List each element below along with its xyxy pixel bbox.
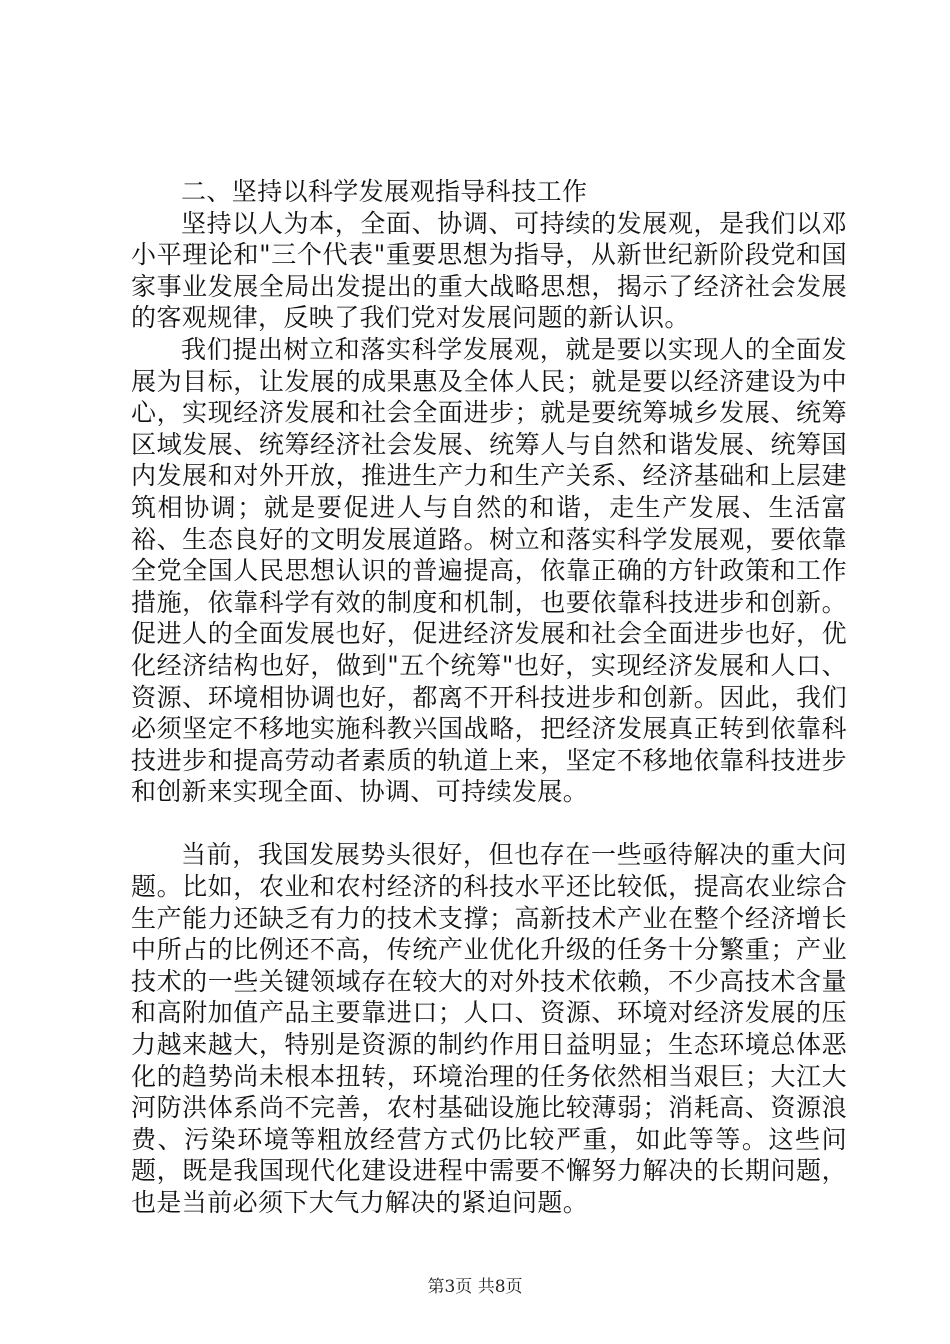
paragraph-3: 当前，我国发展势头很好，但也存在一些亟待解决的重大问题。比如，农业和农村经济的科技水平还比较低，提高农业综合生产能力还缺乏有力的技术支撑；高新技术产业在整个经济增长中所占的比例还不高，传统产业优化升级的任务十分繁重；产业技术的一些关键领域存在较大的对外技术依赖，不少高技术含量和高附加值产品主要靠进口；人口、资源、环境对经济发展的压力越来越大，特别是资源的制约作用日益明显；生态环境总体恶化的趋势尚未根本扭转，环境治理的任务依然相当艰巨；大江大河防洪体系尚不完善，农村基础设施比较薄弱；消耗高、资源浪费、污染环境等粗放经营方式仍比较严重，如此等等。这些问题，既是我国现代化建设进程中需要不懈努力解决的长期问题，也是当前必须下大气力解决的紧迫问题。	[131, 840, 847, 1217]
page-number-footer: 第3页 共8页	[427, 1277, 523, 1297]
paragraph-1: 坚持以人为本，全面、协调、可持续的发展观，是我们以邓小平理论和"三个代表"重要思想为指导，从新世纪新阶段党和国家事业发展全局出发提出的重大战略思想，揭示了经济社会发展的客观规律，反映了我们党对发展问题的新认识。	[131, 208, 847, 333]
section-heading: 二、坚持以科学发展观指导科技工作	[181, 177, 588, 206]
paragraph-spacer	[131, 808, 847, 840]
paragraph-2: 我们提出树立和落实科学发展观，就是要以实现人的全面发展为目标，让发展的成果惠及全体人民；就是要以经济建设为中心，实现经济发展和社会全面进步；就是要统筹城乡发展、统筹区域发展、统筹经济社会发展、统筹人与自然和谐发展、统筹国内发展和对外开放，推进生产力和生产关系、经济基础和上层建筑相协调；就是要促进人与自然的和谐，走生产发展、生活富裕、生态良好的文明发展道路。树立和落实科学发展观，要依靠全党全国人民思想认识的普遍提高，依靠正确的方针政策和工作措施，依靠科学有效的制度和机制，也要依靠科技进步和创新。促进人的全面发展也好，促进经济发展和社会全面进步也好，优化经济结构也好，做到"五个统筹"也好，实现经济发展和人口、资源、环境相协调也好，都离不开科技进步和创新。因此，我们必须坚定不移地实施科教兴国战略，把经济发展真正转到依靠科技进步和提高劳动者素质的轨道上来，坚定不移地依靠科技进步和创新来实现全面、协调、可持续发展。	[131, 334, 847, 807]
document-body	[131, 176, 847, 1219]
